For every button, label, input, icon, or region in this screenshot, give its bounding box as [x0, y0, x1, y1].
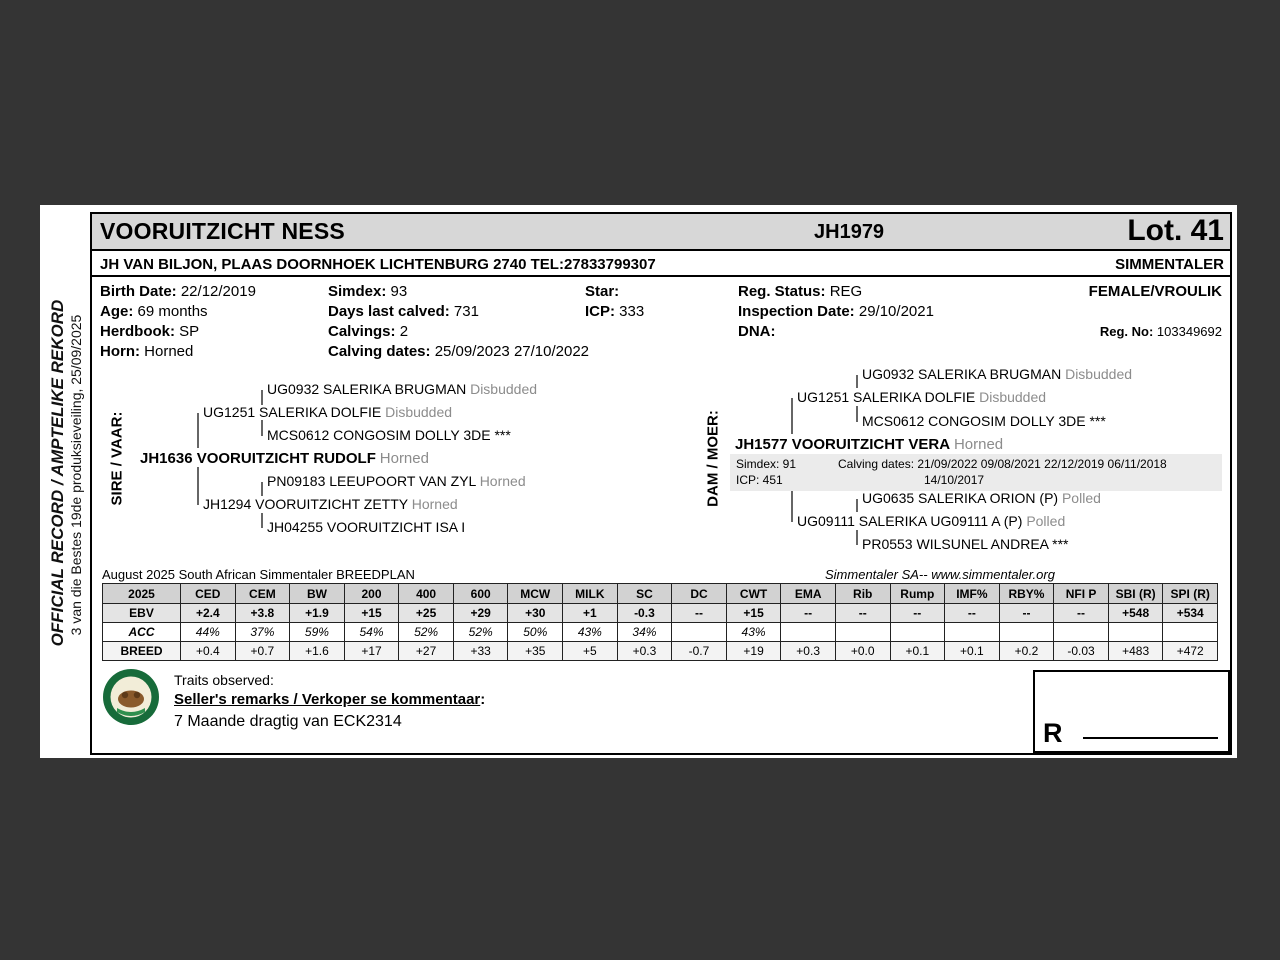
- horn-field: Horn: Horned: [100, 343, 194, 360]
- breedplan-row-label: EBV: [103, 604, 181, 623]
- breedplan-header-cell: DC: [672, 584, 727, 604]
- breedplan-cell: --: [781, 604, 836, 623]
- official-record-side-text: OFFICIAL RECORD / AMPTELIKE REKORD: [48, 299, 67, 647]
- breedplan-cell: +483: [1108, 642, 1163, 661]
- breedplan-cell: +0.4: [181, 642, 236, 661]
- catalog-page: [40, 205, 1237, 758]
- breedplan-header-cell: RBY%: [999, 584, 1054, 604]
- reg-status-field: Reg. Status: REG: [738, 283, 863, 300]
- sex-field: FEMALE/VROULIK: [1088, 283, 1222, 300]
- breedplan-header-row: [103, 584, 1218, 604]
- simmentaler-sa-logo: [102, 668, 160, 726]
- breedplan-cell: +548: [1108, 604, 1163, 623]
- dam-icp: ICP: 451: [736, 473, 783, 487]
- breedplan-cell: +5: [563, 642, 618, 661]
- breed-name: SIMMENTALER: [1115, 256, 1224, 273]
- breedplan-cell: [781, 623, 836, 642]
- currency-symbol: R: [1043, 718, 1063, 748]
- breedplan-header-cell: CWT: [726, 584, 781, 604]
- sire-section-label: SIRE / VAAR:: [108, 411, 126, 506]
- breedplan-cell: --: [999, 604, 1054, 623]
- breedplan-cell: +30: [508, 604, 563, 623]
- breedplan-cell: +17: [344, 642, 399, 661]
- dam-name: JH1577 VOORUITZICHT VERA Horned: [735, 436, 1004, 453]
- breedplan-cell: --: [835, 604, 890, 623]
- calvings-field: Calvings: 2: [328, 323, 409, 340]
- breedplan-header-cell: NFI P: [1054, 584, 1109, 604]
- breedplan-cell: [672, 623, 727, 642]
- breedplan-cell: +0.2: [999, 642, 1054, 661]
- breedplan-cell: +472: [1163, 642, 1218, 661]
- breedplan-row-label: ACC: [103, 623, 181, 642]
- dam-performance-info: [730, 454, 1222, 491]
- dam-calving-dates-line2: 14/10/2017: [924, 473, 985, 487]
- breedplan-cell: --: [1054, 604, 1109, 623]
- breedplan-cell: --: [890, 604, 945, 623]
- breedplan-cell: -0.3: [617, 604, 672, 623]
- price-blank-line: [1083, 737, 1218, 739]
- breedplan-cell: +534: [1163, 604, 1218, 623]
- breedplan-cell: +0.1: [890, 642, 945, 661]
- birth-date-field: Birth Date: 22/12/2019: [100, 283, 256, 300]
- breedplan-source: Simmentaler SA-- www.simmentaler.org: [825, 567, 1055, 582]
- calving-dates-field: Calving dates: 25/09/2023 27/10/2022: [328, 343, 590, 360]
- dna-field: DNA:: [738, 323, 776, 340]
- breedplan-header-cell: EMA: [781, 584, 836, 604]
- breedplan-header-cell: 200: [344, 584, 399, 604]
- breedplan-cell: 52%: [453, 623, 508, 642]
- breedplan-cell: +3.8: [235, 604, 290, 623]
- animal-name: VOORUITZICHT NESS: [100, 218, 345, 244]
- breedplan-header-cell: SBI (R): [1108, 584, 1163, 604]
- breedplan-header-cell: Rib: [835, 584, 890, 604]
- breedplan-header-cell: 400: [399, 584, 454, 604]
- breedplan-cell: [835, 623, 890, 642]
- simdex-field: Simdex: 93: [328, 283, 408, 300]
- breedplan-cell: +0.7: [235, 642, 290, 661]
- breedplan-header-cell: CED: [181, 584, 236, 604]
- seller-remarks-heading: Seller's remarks / Verkoper se kommentaar:: [174, 691, 486, 708]
- reg-no-field: Reg. No: 103349692: [1099, 324, 1222, 339]
- sire-granddam-sire: PN09183 LEEUPOORT VAN ZYL Horned: [267, 473, 526, 489]
- dam-calving-dates-line1: Calving dates: 21/09/2022 09/08/2021 22/12/2019 06/11/2018: [838, 457, 1167, 471]
- star-field: Star:: [585, 283, 620, 300]
- breedplan-cell: 59%: [290, 623, 345, 642]
- breedplan-header-cell: MCW: [508, 584, 563, 604]
- breedplan-header-cell: MILK: [563, 584, 618, 604]
- breedplan-cell: +1.6: [290, 642, 345, 661]
- icp-field: ICP: 333: [585, 303, 645, 320]
- breedplan-ebv-row: [103, 604, 1218, 623]
- breedplan-cell: 43%: [726, 623, 781, 642]
- breedplan-cell: 44%: [181, 623, 236, 642]
- days-last-calved-field: Days last calved: 731: [328, 303, 479, 320]
- breedplan-cell: 52%: [399, 623, 454, 642]
- lot-number: Lot. 41: [1127, 214, 1224, 247]
- breedplan-cell: 43%: [563, 623, 618, 642]
- breedplan-cell: +0.3: [781, 642, 836, 661]
- breedplan-cell: +0.1: [945, 642, 1000, 661]
- breedplan-cell: 34%: [617, 623, 672, 642]
- dam-granddam-dam: PR0553 WILSUNEL ANDREA ***: [862, 536, 1069, 552]
- dam-grandsire-sire: UG0932 SALERIKA BRUGMAN Disbudded: [862, 366, 1133, 382]
- traits-observed-label: Traits observed:: [174, 672, 274, 688]
- breedplan-cell: --: [672, 604, 727, 623]
- breedplan-cell: 37%: [235, 623, 290, 642]
- herdbook-field: Herdbook: SP: [100, 323, 200, 340]
- breedplan-acc-row: [103, 623, 1218, 642]
- dam-sire: UG1251 SALERIKA DOLFIE Disbudded: [797, 389, 1047, 405]
- breedplan-title: August 2025 South African Simmentaler BREEDPLAN: [102, 567, 415, 582]
- dam-dam: UG09111 SALERIKA UG09111 A (P) Polled: [797, 513, 1066, 529]
- dam-grandsire-dam: MCS0612 CONGOSIM DOLLY 3DE ***: [862, 413, 1106, 429]
- breedplan-cell: 54%: [344, 623, 399, 642]
- breedplan-header-cell: CEM: [235, 584, 290, 604]
- breedplan-cell: +29: [453, 604, 508, 623]
- breedplan-header-cell: 2025: [103, 584, 181, 604]
- sire-grandsire-dam: MCS0612 CONGOSIM DOLLY 3DE ***: [267, 427, 511, 443]
- breedplan-cell: +25: [399, 604, 454, 623]
- breedplan-row-label: BREED: [103, 642, 181, 661]
- breedplan-cell: +27: [399, 642, 454, 661]
- inspection-date-field: Inspection Date: 29/10/2021: [738, 303, 934, 320]
- breedplan-header-cell: SC: [617, 584, 672, 604]
- dam-section-label: DAM / MOER:: [704, 410, 722, 507]
- price-write-in-box: [1033, 670, 1230, 753]
- breedplan-cell: -0.03: [1054, 642, 1109, 661]
- animal-id: JH1979: [814, 221, 885, 243]
- breedplan-header-cell: 600: [453, 584, 508, 604]
- breedplan-cell: +1: [563, 604, 618, 623]
- sire-grandsire-sire: UG0932 SALERIKA BRUGMAN Disbudded: [267, 381, 538, 397]
- breedplan-breed-row: [103, 642, 1218, 661]
- breedplan-cell: +15: [726, 604, 781, 623]
- seller-remarks-text: 7 Maande dragtig van ECK2314: [174, 713, 402, 730]
- age-field: Age: 69 months: [100, 303, 208, 320]
- lot-record-card: [90, 212, 1232, 755]
- breedplan-cell: [945, 623, 1000, 642]
- card-header: [92, 214, 1230, 251]
- breedplan-cell: +35: [508, 642, 563, 661]
- breedplan-cell: -0.7: [672, 642, 727, 661]
- sire-name: JH1636 VOORUITZICHT RUDOLF Horned: [140, 450, 429, 467]
- breedplan-cell: +33: [453, 642, 508, 661]
- seller-contact: JH VAN BILJON, PLAAS DOORNHOEK LICHTENBURG 2740 TEL:27833799307: [100, 256, 656, 273]
- breedplan-cell: +19: [726, 642, 781, 661]
- breedplan-cell: [999, 623, 1054, 642]
- breedplan-cell: +0.0: [835, 642, 890, 661]
- breedplan-cell: [1108, 623, 1163, 642]
- breedplan-header-cell: SPI (R): [1163, 584, 1218, 604]
- breedplan-cell: 50%: [508, 623, 563, 642]
- sire-sire: UG1251 SALERIKA DOLFIE Disbudded: [203, 404, 453, 420]
- breedplan-header-cell: BW: [290, 584, 345, 604]
- sire-granddam-dam: JH04255 VOORUITZICHT ISA I: [267, 519, 466, 535]
- breedplan-cell: +0.3: [617, 642, 672, 661]
- breedplan-cell: [890, 623, 945, 642]
- breedplan-cell: [1163, 623, 1218, 642]
- breedplan-header-cell: Rump: [890, 584, 945, 604]
- dam-granddam-sire: UG0635 SALERIKA ORION (P) Polled: [862, 490, 1101, 506]
- breedplan-header-cell: IMF%: [945, 584, 1000, 604]
- dam-simdex: Simdex: 91: [736, 457, 797, 471]
- breedplan-cell: --: [945, 604, 1000, 623]
- sire-dam: JH1294 VOORUITZICHT ZETTY Horned: [203, 496, 458, 512]
- sale-event-side-text: 3 van die Bestes 19de produksieveiling, 25/09/2025: [68, 314, 84, 636]
- seller-bar: [92, 253, 1230, 277]
- breedplan-table: [102, 583, 1218, 661]
- breedplan-cell: +2.4: [181, 604, 236, 623]
- breedplan-cell: +1.9: [290, 604, 345, 623]
- breedplan-cell: +15: [344, 604, 399, 623]
- breedplan-cell: [1054, 623, 1109, 642]
